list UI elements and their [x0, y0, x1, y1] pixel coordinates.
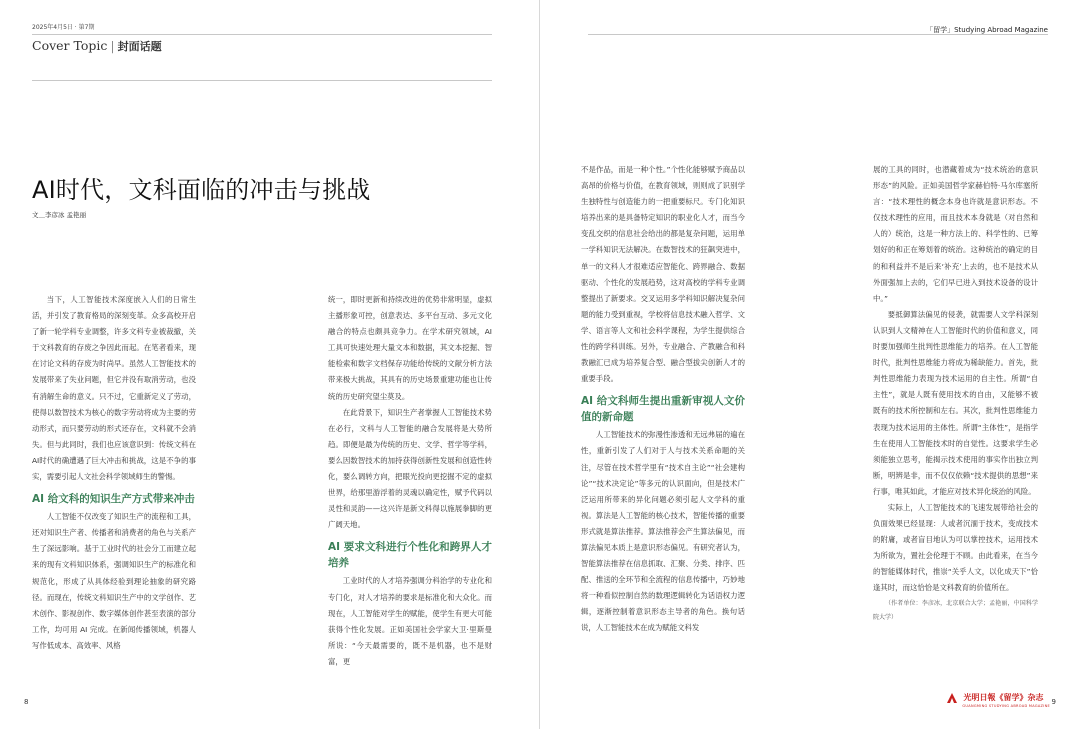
page-number-left: 8	[24, 698, 29, 706]
body-paragraph: 当下，人工智能技术深度嵌入人们的日常生活，并引发了教育格局的深刻变革。众多高校开启了新一轮学科专业调整，许多文科专业被裁撤，关于文科教育的存废之争因此而起。在笔者看来，现在讨论文科的存废为时尚早。虽然人工智能技术的发展带来了失业问题，但它并没有取消劳动，也没有消解生命的意义。只不过，它重新定义了劳动，使得以数智技术为核心的数字劳动将成为主要的劳动形式，而只要劳动的形式还存在，文科就不会消失。但与此同时，我们也应该意识到：传统文科在 AI时代的确遭遇了巨大冲击和挑战，这是不争的事实，需要引起人文社会科学领域师生的警惕。	[32, 295, 196, 482]
section-subheading: AI 要求文科进行个性化和跨界人才培养	[328, 541, 492, 570]
section-subheading: AI 给文科的知识生产方式带来冲击	[32, 493, 195, 506]
body-paragraph: 实际上，人工智能技术的飞速发展带给社会的负面效果已经显现：人或者沉湎于技术，变成技术的附庸，或者盲目地认为可以掌控技术，运用技术为所欲为，置社会伦理于不顾。由此看来，在当今的智能媒体时代，推崇“关乎人文，以化成天下”恰逢其时，而这恰恰是文科教育的价值所在。	[873, 502, 1038, 593]
page-number-right: 9	[1051, 698, 1056, 706]
body-paragraph: 人工智能不仅改变了知识生产的流程和工具，还对知识生产者、传播者和消费者的角色与关系产生了深远影响。基于工业时代的社会分工而建立起来的现有文科知识体系，强调知识生产的标准化和规范化，形成了从具体经验到理论抽象的研究路径。而现在，传统文科知识生产中的文学创作、艺术创作、影视创作、数字媒体创作甚至表演的部分工作，均可用 AI 完成。在新闻传播领域，机器人写作低成本、高效率、风格	[32, 512, 196, 650]
body-column-3	[581, 162, 745, 633]
section-heading	[32, 38, 162, 54]
brand-name: 光明日報《留学》杂志	[963, 693, 1044, 702]
body-paragraph: 工业时代的人才培养强调分科治学的专业化和专门化，对人才培养的要求是标准化和大众化。而现在，人工智能对学生的赋能，使学生有更大可能获得个性化发展。正如美国社会学家大卫·里斯曼所说：“今天最需要的，既不是机器，也不是财富，更	[328, 576, 492, 666]
body-paragraph: 人工智能技术的弥漫性渗透和无远弗届的遍在性，重新引发了人们对于人与技术关系命题的关注，尽管在技术哲学里有“技术自主论”“社会建构论”“技术决定论”等多元的认识面向，但是技术广泛运用所带来的异化问题必须引起人文学科的重视。算法是人工智能的核心技术，智能传播的重要形式就是算法推荐。算法推荐会产生算法偏见，而算法偏见本质上是意识形态偏见。有研究者认为，智能算法推荐在信息抓取、汇聚、分类、排序、匹配、推送的全环节和全流程的信息传播中，巧妙地将一种看似控制自然的数理逻辑转化为话语权力逻辑，逐渐控制着意识形态主导者的角色。换句话说，人工智能技术在成为赋能文科发	[581, 430, 745, 633]
brand-mark-icon	[946, 692, 958, 704]
body-column-2	[328, 292, 492, 689]
section-heading-en: Cover Topic	[32, 38, 108, 53]
header-rule-top	[32, 34, 492, 35]
body-column-1	[32, 292, 196, 689]
header-rule-top-right	[588, 34, 1048, 35]
body-column-4	[873, 162, 1038, 684]
right-page	[540, 0, 1080, 729]
body-paragraph: 不是作品，而是一种个性。”个性化能够赋予商品以高昂的价格与价值，在教育领域，则则成了识别学生独特性与创造能力的一把重要标尺。专门化知识培养出来的是具备特定知识的职业化人才，而当今变乱交织的信息社会给出的都是复杂问题，运用单一学科知识无法解决。在数智技术的狂飙突进中，单一的文科人才很难适应智能化、跨界融合、数据驱动、个性化的发展趋势，这对高校的学科专业调整提出了新要求。交叉运用多学科知识解决复杂问题的能力受到重视，学校将信息技术融入哲学、文学、语言等人文和社会科学课程，为学生提供综合性的跨学科训练。另外，专业融合、产教融合和科教融汇已成为培养复合型、融合型拔尖创新人才的重要手段。	[581, 165, 745, 384]
body-paragraph: 要抵御算法偏见的侵袭，就需要人文学科深刻认识到人文精神在人工智能时代的价值和意义，同时要加强师生批判性思维能力的培养。在人工智能时代，批判性思维能力将成为稀缺能力。首先，批判性思维能力表现为技术运用的自主性。所谓“自主性”，就是人既有使用技术的自由，又能够不被既有的技术所控制和左右。其次，批判性思维能力表现为技术运用的主体性。所谓“主体性”，是指学生在使用人工智能技术时的自觉性。这要求学生必须能独立思考，能揭示技术使用的事实作出独立判断，明辨是非，而不仅仅依赖“技术提供的思想”来行事，唯其如此，才能应对技术异化统治的风险。	[873, 309, 1038, 496]
issue-date: 2025年4月5日 · 第7期	[32, 24, 95, 31]
brand-tagline: GUANGMING STUDYING ABROAD MAGAZINE	[962, 704, 1050, 708]
body-paragraph: 在此背景下，知识生产者掌握人工智能技术势在必行，文科与人工智能的融合发展将是大势所趋。即便是最为传统的历史、文学、哲学等学科，要么因数智技术的加持获得创新性发展和创造性转化，要么调转方向，把眼光投向更挖掘不定的虚拟世界，给那里游浮着的灵魂以确定性，赋予代码以灵性和灵韵——这兴许是新文科得以施展拳脚的更广阔天地。	[328, 407, 492, 530]
article-title: AI时代，文科面临的冲击与挑战	[32, 176, 371, 204]
magazine-brand-logo	[946, 687, 1050, 708]
body-paragraph: 展的工具的同时，也潜藏着成为“技术统治的意识形态”的风险。正如美国哲学家赫伯特·马尔库塞所言：“技术理性的概念本身也许就是意识形态。不仅技术理性的应用，而且技术本身就是（对自然和人的）统治，这是一种方法上的、科学性的、已筹划好的和正在筹划着的统治。这种统治的确定的目的和利益并不是后来‘补充’上去的，也不是技术从外面强加上去的，它们早已进入到技术设备的设计中。”	[873, 165, 1038, 303]
section-heading-separator: |	[110, 38, 115, 53]
section-subheading: AI 给文科师生提出重新审视人文价值的新命题	[581, 395, 745, 424]
header-rule-bottom	[32, 80, 492, 81]
article-byline: 文＿李彦冰 孟艳丽	[32, 211, 87, 219]
body-paragraph: 统一，即时更新和持续改进的优势非常明显，虚拟主播形象可控，创意表达、多平台互动、多元文化融合的特点也颇具竞争力。在学术研究领域，AI 工具可快速处理大量文本和数据，其文本挖掘、智能检索和数字文档保存功能给传统的文献分析方法带来极大挑战，其具有的历史场景重建功能也让传统的历史研究望尘莫及。	[328, 295, 492, 401]
magazine-header: 「留学」Studying Abroad Magazine	[926, 26, 1048, 34]
section-heading-cn: 封面话题	[117, 40, 162, 53]
author-affiliation-note: （作者单位：李彦冰，北京联合大学；孟艳丽，中国科学院大学）	[873, 599, 1038, 621]
